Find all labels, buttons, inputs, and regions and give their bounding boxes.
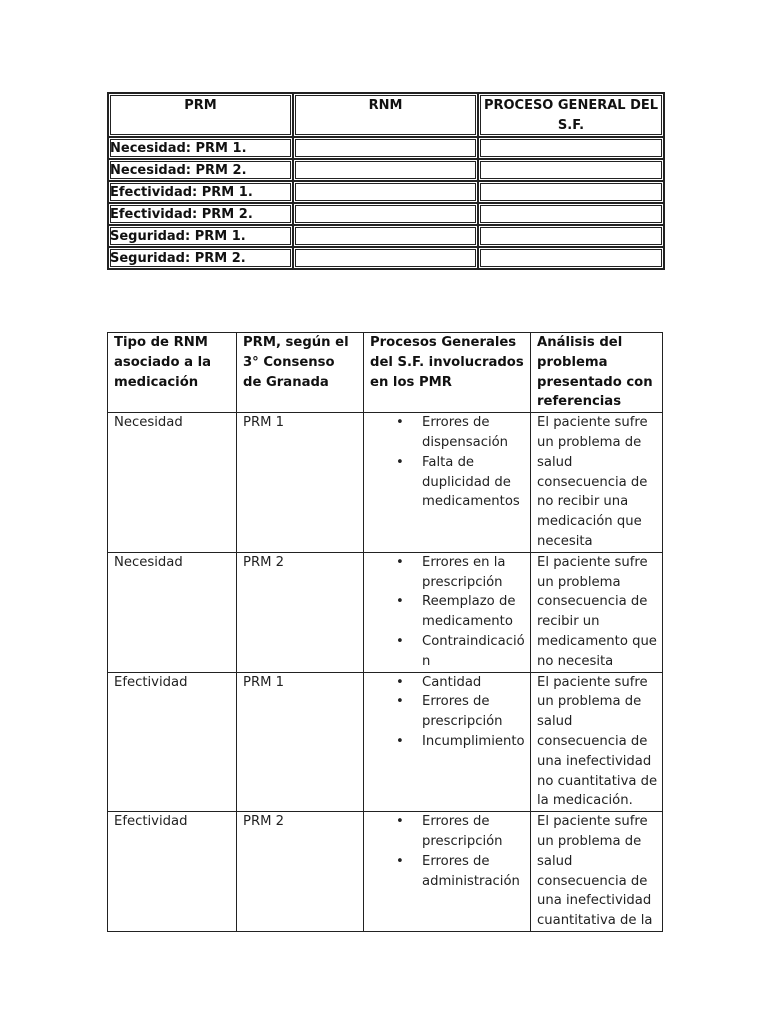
list-item: • Contraindicació n	[422, 632, 528, 672]
list-item: • Errores de administración	[422, 852, 528, 892]
prm-cell: PRM 1	[237, 672, 364, 812]
list-item: • Falta de duplicidad de medicamentos	[422, 453, 528, 512]
header-analisis: Análisis del problema presentado con referencias	[531, 333, 663, 413]
table-header-row	[108, 333, 663, 413]
header-prm: PRM	[108, 93, 293, 137]
procesos-cell	[364, 413, 531, 553]
analisis-rnm-table	[107, 332, 663, 932]
prm-cell: PRM 1	[237, 413, 364, 553]
procesos-list	[370, 812, 528, 891]
prm-rnm-table	[107, 92, 665, 270]
procesos-list	[370, 553, 528, 672]
table-row	[108, 203, 664, 225]
table-row	[108, 413, 663, 553]
table-row	[108, 812, 663, 932]
table-row	[108, 552, 663, 672]
procesos-list	[370, 673, 528, 752]
list-item: • Cantidad	[422, 673, 528, 693]
proceso-cell	[478, 203, 664, 225]
analisis-cell: El paciente sufre un problema consecuencia de recibir un medicamento que no necesita	[531, 552, 663, 672]
tipo-cell: Necesidad	[108, 552, 237, 672]
header-rnm: RNM	[293, 93, 478, 137]
table-row	[108, 159, 664, 181]
proceso-cell	[478, 225, 664, 247]
header-tipo-rnm: Tipo de RNM asociado a la medicación	[108, 333, 237, 413]
table-row	[108, 247, 664, 269]
prm-cell: PRM 2	[237, 812, 364, 932]
analisis-cell: El paciente sufre un problema de salud consecuencia de no recibir una medicación que necesita	[531, 413, 663, 553]
rnm-cell	[293, 247, 478, 269]
proceso-cell	[478, 247, 664, 269]
rnm-cell	[293, 137, 478, 159]
table-header-row	[108, 93, 664, 137]
rnm-cell	[293, 203, 478, 225]
list-item: • Incumplimiento	[422, 732, 528, 752]
row-label: Seguridad: PRM 1.	[108, 225, 293, 247]
header-procesos-generales: Procesos Generales del S.F. involucrados en los PMR	[364, 333, 531, 413]
list-item: • Errores de prescripción	[422, 692, 528, 732]
header-prm-consenso: PRM, según el 3° Consenso de Granada	[237, 333, 364, 413]
tipo-cell: Efectividad	[108, 812, 237, 932]
rnm-cell	[293, 225, 478, 247]
list-item: • Errores de prescripción	[422, 812, 528, 852]
list-item: • Errores de dispensación	[422, 413, 528, 453]
list-item: • Reemplazo de medicamento	[422, 592, 528, 632]
row-label: Necesidad: PRM 2.	[108, 159, 293, 181]
header-proceso-general: PROCESO GENERAL DEL S.F.	[478, 93, 664, 137]
procesos-cell	[364, 672, 531, 812]
table-row	[108, 137, 664, 159]
tipo-cell: Necesidad	[108, 413, 237, 553]
procesos-cell	[364, 812, 531, 932]
proceso-cell	[478, 159, 664, 181]
tipo-cell: Efectividad	[108, 672, 237, 812]
rnm-cell	[293, 159, 478, 181]
analisis-cell: El paciente sufre un problema de salud consecuencia de una inefectividad no cuantitativa de la medicación.	[531, 672, 663, 812]
procesos-cell	[364, 552, 531, 672]
proceso-cell	[478, 137, 664, 159]
prm-cell: PRM 2	[237, 552, 364, 672]
list-item: • Errores en la prescripción	[422, 553, 528, 593]
table-row	[108, 181, 664, 203]
row-label: Efectividad: PRM 1.	[108, 181, 293, 203]
rnm-cell	[293, 181, 478, 203]
row-label: Necesidad: PRM 1.	[108, 137, 293, 159]
table-row	[108, 672, 663, 812]
row-label: Seguridad: PRM 2.	[108, 247, 293, 269]
analisis-cell: El paciente sufre un problema de salud consecuencia de una inefectividad cuantitativa de la	[531, 812, 663, 932]
proceso-cell	[478, 181, 664, 203]
procesos-list	[370, 413, 528, 512]
row-label: Efectividad: PRM 2.	[108, 203, 293, 225]
table-row	[108, 225, 664, 247]
